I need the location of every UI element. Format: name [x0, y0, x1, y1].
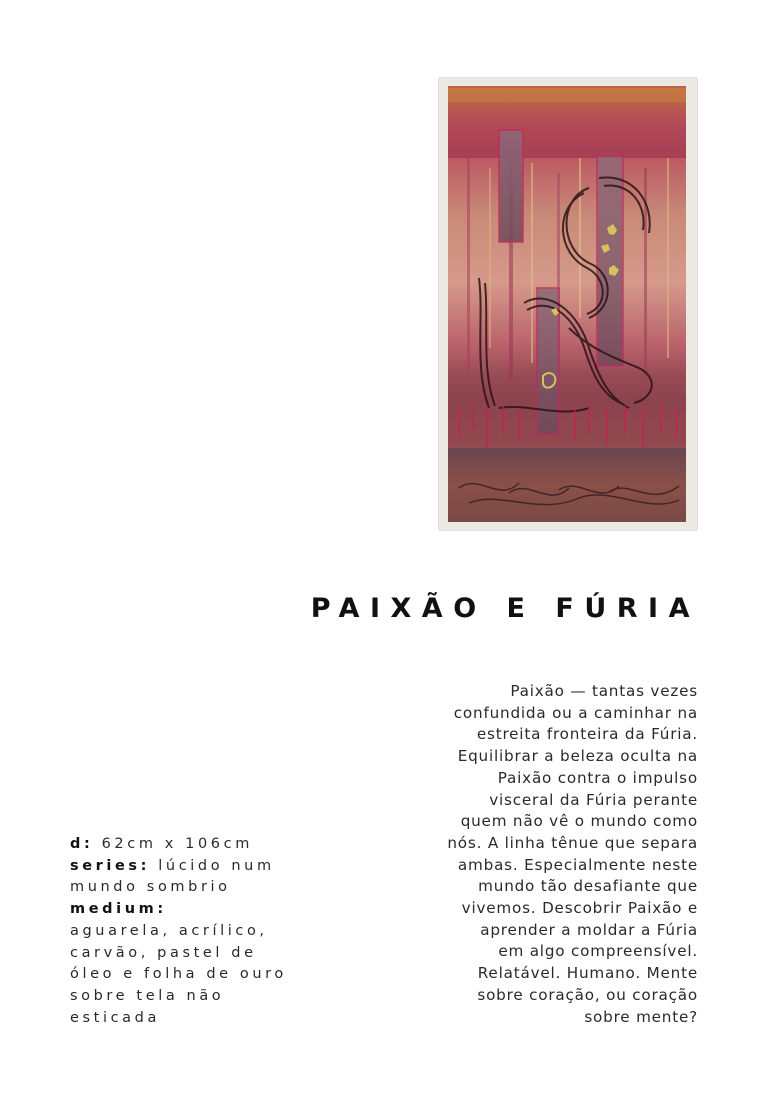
description-line: quem não vê o mundo como [460, 812, 698, 831]
dimensions-line [70, 834, 360, 856]
series-value-continued: mundo sombrio [70, 879, 231, 896]
medium-line: óleo e folha de ouro [70, 966, 287, 983]
description-line: em algo compreensível. [498, 942, 698, 961]
description-line: visceral da Fúria perante [489, 790, 698, 809]
medium-label: medium: [70, 901, 167, 918]
dimensions-value: 62cm x 106cm [101, 836, 253, 852]
series-value: lúcido num [158, 857, 275, 874]
description-line: vivemos. Descobrir Paixão e [461, 899, 698, 918]
medium-line: sobre tela não [70, 987, 225, 1004]
series-line [70, 856, 360, 878]
artwork-image [439, 78, 697, 530]
description-line: Equilibrar a beleza oculta na [457, 747, 698, 766]
medium-line: carvão, pastel de [70, 944, 257, 961]
painting-graphic [439, 78, 697, 530]
description-line: Paixão contra o impulso [497, 768, 698, 787]
dimensions-label: d: [70, 836, 94, 852]
description-line: Paixão — tantas vezes [510, 682, 698, 700]
description-line: sobre mente? [584, 1007, 698, 1026]
description-line: sobre coração, ou coração [477, 985, 698, 1004]
series-label: series: [70, 857, 151, 874]
description-line: nós. A linha tênue que separa [447, 833, 698, 852]
description-line: estreita fronteira da Fúria. [476, 725, 698, 744]
medium-line: aguarela, acrílico, [70, 922, 268, 939]
description-line: confundida ou a caminhar na [453, 703, 698, 722]
artwork-description [378, 681, 698, 1028]
description-line: Relatável. Humano. Mente [477, 964, 698, 983]
description-line: ambas. Especialmente neste [457, 855, 698, 874]
medium-line: esticada [70, 1009, 160, 1026]
description-line: mundo tão desafiante que [478, 877, 698, 896]
artwork-title: PAIXÃO E FÚRIA [310, 593, 700, 624]
description-line: aprender a moldar a Fúria [480, 920, 698, 939]
artwork-details [70, 834, 360, 1029]
